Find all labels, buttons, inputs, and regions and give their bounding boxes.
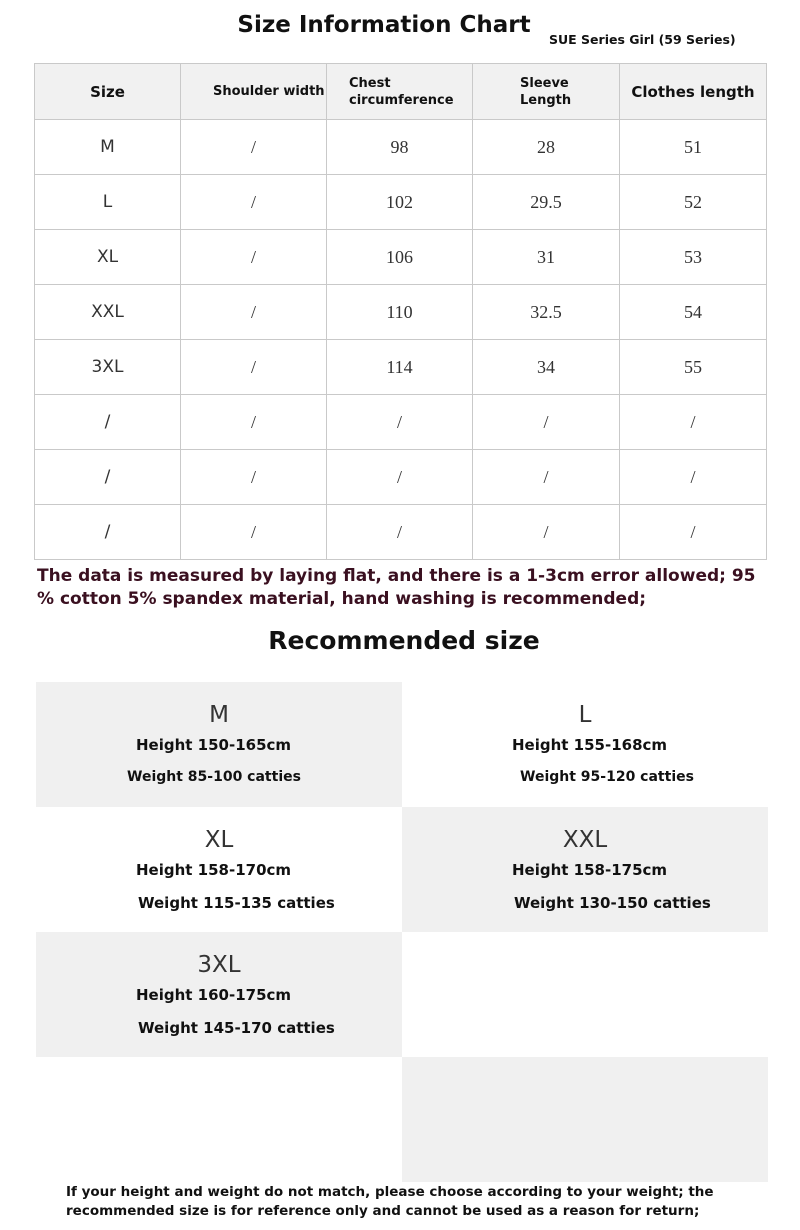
recommended-cell-3xl	[36, 932, 402, 1057]
table-cell: /	[181, 230, 327, 285]
recommended-height: Height 150-165cm	[136, 736, 292, 754]
table-cell: 52	[620, 175, 767, 230]
table-cell: /	[620, 395, 767, 450]
table-cell: M	[35, 120, 181, 175]
table-cell: /	[473, 395, 620, 450]
recommended-weight: Weight 145-170 catties	[138, 1019, 335, 1037]
recommended-cell-empty	[402, 932, 768, 1057]
table-cell: /	[473, 450, 620, 505]
table-cell: 54	[620, 285, 767, 340]
column-header-sleeve-length: Sleeve Length	[473, 64, 620, 120]
size-information-table	[34, 63, 767, 560]
column-header-clothes-length: Clothes length	[620, 64, 767, 120]
recommended-size-label: XL	[204, 827, 234, 853]
recommended-size-label: XXL	[562, 827, 608, 853]
table-cell: /	[620, 505, 767, 560]
table-cell: XXL	[35, 285, 181, 340]
table-cell: /	[473, 505, 620, 560]
recommended-cell-l	[402, 682, 768, 807]
table-header-row	[35, 64, 767, 120]
footer-disclaimer: If your height and weight do not match, please choose according to your weight; the recommended size is for reference only and cannot be used as a reason for return;	[66, 1184, 714, 1219]
table-cell: 98	[327, 120, 473, 175]
table-cell: 3XL	[35, 340, 181, 395]
table-cell: 51	[620, 120, 767, 175]
recommended-cell-xl	[36, 807, 402, 932]
recommended-weight: Weight 115-135 catties	[138, 894, 335, 912]
table-cell: /	[35, 395, 181, 450]
series-subtitle: SUE Series Girl (59 Series)	[549, 32, 736, 47]
column-header-chest-circumference: Chest circumference	[327, 64, 473, 120]
recommended-height: Height 158-170cm	[136, 861, 292, 879]
recommended-height: Height 155-168cm	[512, 736, 668, 754]
recommended-size-title: Recommended size	[268, 626, 540, 655]
table-cell: 114	[327, 340, 473, 395]
table-cell: /	[181, 395, 327, 450]
table-cell: 106	[327, 230, 473, 285]
table-cell: 55	[620, 340, 767, 395]
recommended-weight: Weight 95-120 catties	[520, 769, 694, 785]
table-cell: 53	[620, 230, 767, 285]
column-header-shoulder-width: Shoulder width	[181, 64, 327, 120]
recommended-cell-empty	[36, 1057, 402, 1182]
recommended-cell-empty	[402, 1057, 768, 1182]
table-cell: /	[181, 285, 327, 340]
table-cell: 34	[473, 340, 620, 395]
recommended-cell-m	[36, 682, 402, 807]
column-header-size: Size	[35, 64, 181, 120]
table-cell: /	[181, 450, 327, 505]
table-cell: /	[35, 505, 181, 560]
table-cell: /	[327, 505, 473, 560]
recommended-size-label: L	[578, 702, 592, 728]
table-cell: /	[327, 450, 473, 505]
table-row	[35, 395, 767, 450]
table-cell: /	[181, 175, 327, 230]
table-row	[35, 120, 767, 175]
table-cell: 102	[327, 175, 473, 230]
table-cell: 31	[473, 230, 620, 285]
table-cell: /	[35, 450, 181, 505]
table-cell: L	[35, 175, 181, 230]
table-cell: /	[181, 120, 327, 175]
table-row	[35, 450, 767, 505]
table-row	[35, 505, 767, 560]
recommended-weight: Weight 85-100 catties	[127, 769, 301, 785]
table-cell: /	[181, 505, 327, 560]
table-cell: /	[181, 340, 327, 395]
table-row	[35, 340, 767, 395]
table-cell: 32.5	[473, 285, 620, 340]
table-cell: 29.5	[473, 175, 620, 230]
recommended-weight: Weight 130-150 catties	[514, 894, 711, 912]
table-cell: XL	[35, 230, 181, 285]
recommended-height: Height 158-175cm	[512, 861, 668, 879]
table-cell: /	[620, 450, 767, 505]
table-row	[35, 175, 767, 230]
recommended-cell-xxl	[402, 807, 768, 932]
measurement-note: The data is measured by laying flat, and there is a 1-3cm error allowed; 95 % cotton 5% spandex material, hand washing is recommended;	[37, 566, 756, 609]
table-cell: /	[327, 395, 473, 450]
table-row	[35, 285, 767, 340]
page-title: Size Information Chart	[237, 12, 531, 38]
recommended-size-label: 3XL	[197, 952, 241, 978]
recommended-size-label: M	[209, 702, 229, 728]
table-row	[35, 230, 767, 285]
table-cell: 110	[327, 285, 473, 340]
recommended-height: Height 160-175cm	[136, 986, 292, 1004]
table-cell: 28	[473, 120, 620, 175]
